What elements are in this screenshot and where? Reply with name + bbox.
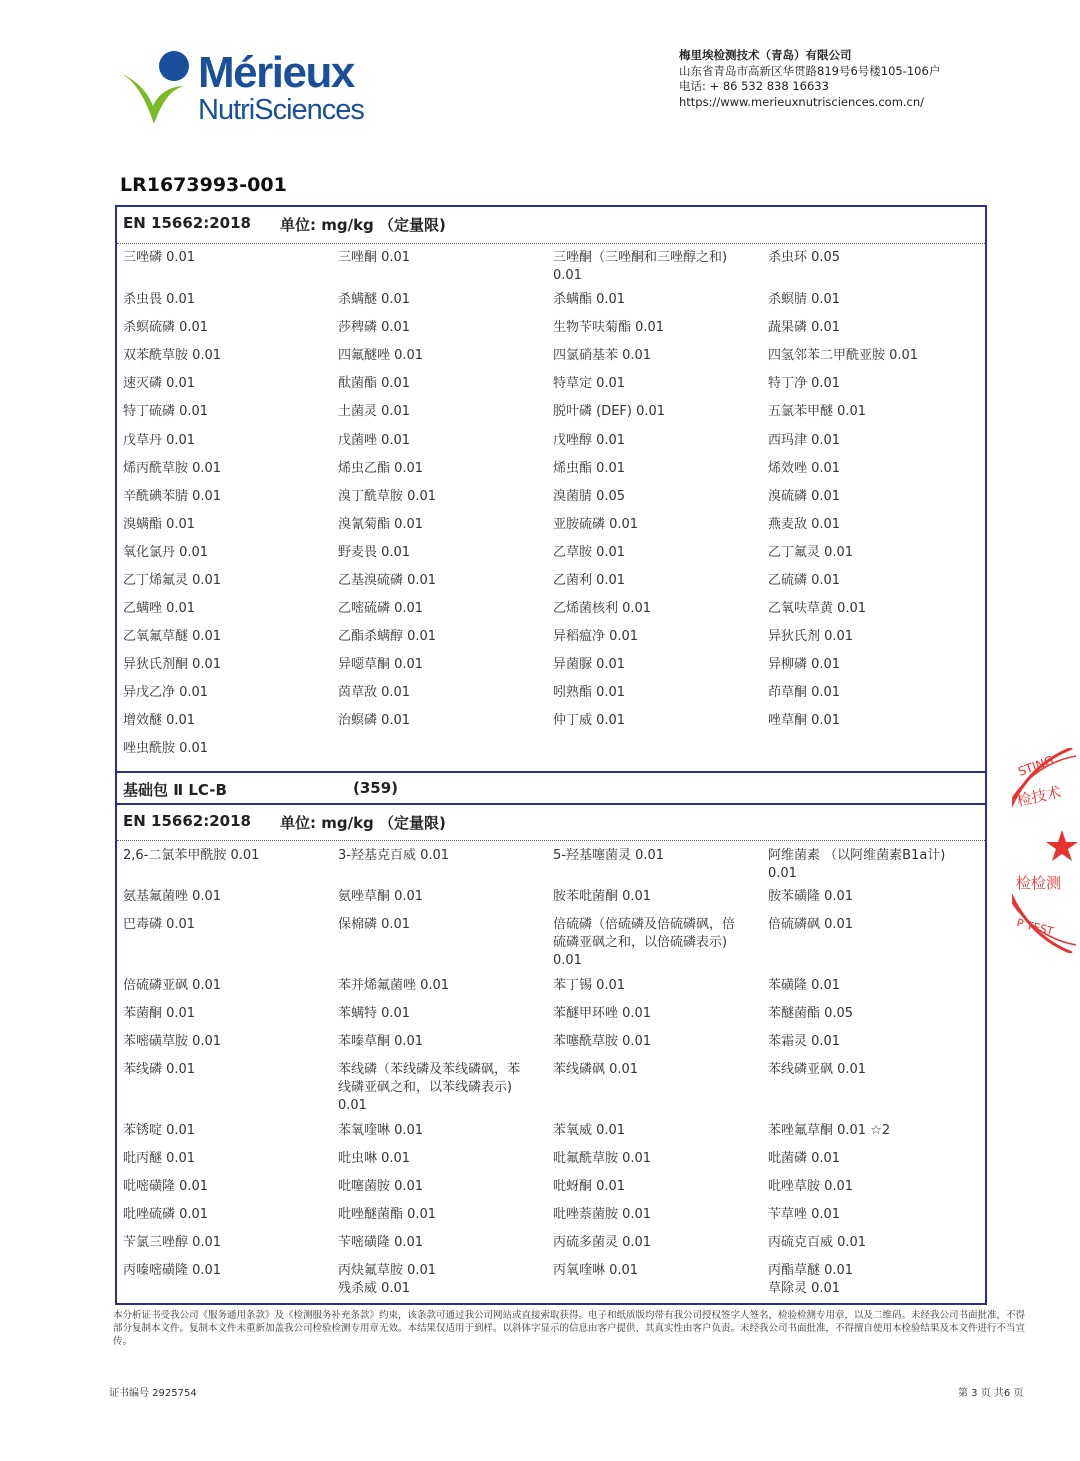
- table-row: [123, 1146, 983, 1174]
- analyte-cell: 仲丁威 0.01: [553, 713, 626, 728]
- analyte-cell: 乙烯菌核利 0.01: [553, 601, 652, 616]
- analyte-cell: 5-羟基噻菌灵 0.01: [553, 848, 665, 863]
- analyte-cell: 苯锈啶 0.01: [123, 1123, 196, 1138]
- analyte-cell: 苯螨特 0.01: [338, 1006, 411, 1021]
- analyte-cell: 苯线磷砜 0.01: [553, 1062, 639, 1077]
- table-row: [123, 540, 983, 568]
- analyte-cell: 苯醚菌酯 0.05: [768, 1006, 854, 1021]
- analyte-cell: 苯并烯氟菌唑 0.01: [338, 978, 450, 993]
- section2-header: [117, 805, 985, 837]
- analyte-cell: 生物苄呋菊酯 0.01: [553, 320, 665, 335]
- analyte-cell: 茵草敌 0.01: [338, 685, 411, 700]
- analyte-cell: 特草定 0.01: [553, 376, 626, 391]
- analyte-cell: 溴氰菊酯 0.01: [338, 517, 424, 532]
- analyte-cell: 杀螨醚 0.01: [338, 292, 411, 307]
- section2-unit: 单位: mg/kg （定量限): [280, 814, 446, 832]
- section2-standard: EN 15662:2018: [123, 812, 251, 830]
- analyte-cell: 阿维菌素 （以阿维菌素B1a计) 0.01: [768, 848, 946, 881]
- analyte-cell: 苯菌酮 0.01: [123, 1006, 196, 1021]
- analyte-cell: 苯霜灵 0.01: [768, 1034, 841, 1049]
- section1-header: [117, 207, 985, 239]
- analyte-cell: 杀螟硫磷 0.01: [123, 320, 209, 335]
- analyte-cell: 乙螨唑 0.01: [123, 601, 196, 616]
- analyte-cell: 吡唑硫磷 0.01: [123, 1207, 209, 1222]
- analyte-cell: 唑虫酰胺 0.01: [123, 741, 209, 756]
- analyte-cell: 特丁硫磷 0.01: [123, 404, 209, 419]
- analyte-cell: [553, 736, 768, 764]
- analyte-cell: 吡菌磷 0.01: [768, 1151, 841, 1166]
- analyte-cell: 氨唑草酮 0.01: [338, 889, 424, 904]
- analyte-cell: 丙炔氟草胺 0.01 残杀威 0.01: [338, 1263, 437, 1296]
- analyte-cell: 胺苯吡菌酮 0.01: [553, 889, 652, 904]
- table-row: [123, 1174, 983, 1202]
- analyte-cell: 异噁草酮 0.01: [338, 657, 424, 672]
- package-header: [117, 773, 985, 803]
- analyte-cell: 倍硫磷亚砜 0.01: [123, 978, 222, 993]
- company-website[interactable]: https://www.merieuxnutrisciences.com.cn/: [679, 94, 925, 109]
- table-row: [123, 1202, 983, 1230]
- analyte-cell: 苄氯三唑醇 0.01: [123, 1235, 222, 1250]
- analyte-cell: 氨基氟菌唑 0.01: [123, 889, 222, 904]
- analyte-cell: 烯丙酰草胺 0.01: [123, 461, 222, 476]
- analyte-cell: 吡唑草胺 0.01: [768, 1179, 854, 1194]
- analyte-cell: 四氢邻苯二甲酰亚胺 0.01: [768, 348, 919, 363]
- analyte-cell: 烯虫乙酯 0.01: [338, 461, 424, 476]
- analyte-cell: 戊唑醇 0.01: [553, 433, 626, 448]
- table-row: [123, 1001, 983, 1029]
- analyte-cell: 苯嘧磺草胺 0.01: [123, 1034, 222, 1049]
- analyte-cell: 三唑酮 0.01: [338, 250, 411, 265]
- analyte-cell: 异柳磷 0.01: [768, 657, 841, 672]
- section1-unit: 单位: mg/kg （定量限): [280, 216, 446, 234]
- analyte-cell: 唑草酮 0.01: [768, 713, 841, 728]
- analyte-cell: 苯醚甲环唑 0.01: [553, 1006, 652, 1021]
- analyte-cell: 双苯酰草胺 0.01: [123, 348, 222, 363]
- stamp-text-4: P TEST: [1015, 916, 1055, 938]
- table-row: [123, 884, 983, 912]
- analyte-cell: 苯线磷亚砜 0.01: [768, 1062, 867, 1077]
- analyte-cell: 异狄氏剂 0.01: [768, 629, 854, 644]
- analyte-cell: 溴丁酰草胺 0.01: [338, 489, 437, 504]
- table-row: [123, 1230, 983, 1258]
- analyte-cell: 乙氧呋草黄 0.01: [768, 601, 867, 616]
- analyte-cell: 乙丁氟灵 0.01: [768, 545, 854, 560]
- analyte-cell: 苄草唑 0.01: [768, 1207, 841, 1222]
- table-row: [123, 843, 983, 884]
- logo-mark-icon: [118, 42, 193, 137]
- analyte-cell: 异狄氏剂酮 0.01: [123, 657, 222, 672]
- analyte-cell: 溴菌腈 0.05: [553, 489, 626, 504]
- analyte-cell: 胺苯磺隆 0.01: [768, 889, 854, 904]
- analyte-cell: 苄嘧磺隆 0.01: [338, 1235, 424, 1250]
- analyte-cell: 速灭磷 0.01: [123, 376, 196, 391]
- logo-line1: Mérieux: [198, 48, 354, 97]
- analyte-cell: 倍硫磷砜 0.01: [768, 917, 854, 932]
- analyte-cell: 杀螟腈 0.01: [768, 292, 841, 307]
- analyte-cell: 乙丁烯氟灵 0.01: [123, 573, 222, 588]
- analyte-cell: 丙嗪嘧磺隆 0.01: [123, 1263, 222, 1278]
- stamp-text-3: 检检测: [1016, 874, 1062, 892]
- table-row: [123, 428, 983, 456]
- analyte-cell: 苯噻酰草胺 0.01: [553, 1034, 652, 1049]
- stamp-text-1: STING: [1016, 753, 1056, 779]
- analyte-cell: 治螟磷 0.01: [338, 713, 411, 728]
- analyte-cell: 四氟醚唑 0.01: [338, 348, 424, 363]
- table-row: [123, 484, 983, 512]
- page-number: 第 3 页 共6 页: [958, 1388, 1024, 1399]
- analyte-cell: 烯虫酯 0.01: [553, 461, 626, 476]
- analyte-cell: 乙嘧硫磷 0.01: [338, 601, 424, 616]
- analyte-cell: 吡虫啉 0.01: [338, 1151, 411, 1166]
- package-name: 基础包 Ⅱ LC-B: [123, 781, 227, 799]
- company-logo: [118, 42, 388, 137]
- table-row: [123, 315, 983, 343]
- analyte-cell: 西玛津 0.01: [768, 433, 841, 448]
- table-row: [123, 1258, 983, 1298]
- section1-grid: [123, 245, 983, 764]
- table-row: [123, 708, 983, 736]
- analyte-cell: 吡唑醚菌酯 0.01: [338, 1207, 437, 1222]
- table-row: [123, 1118, 983, 1146]
- table-row: [123, 245, 983, 287]
- divider-dotted: [117, 840, 985, 841]
- analyte-cell: 苯嗪草酮 0.01: [338, 1034, 424, 1049]
- analyte-cell: 三唑磷 0.01: [123, 250, 196, 265]
- table-row: [123, 973, 983, 1001]
- analyte-cell: 苯线磷（苯线磷及苯线磷砜，苯 线磷亚砜之和，以苯线磷表示) 0.01: [338, 1062, 521, 1113]
- table-row: [123, 596, 983, 624]
- company-phone: 电话: + 86 532 838 16633: [679, 79, 829, 93]
- analyte-cell: 吡唑萘菌胺 0.01: [553, 1207, 652, 1222]
- company-name: 梅里埃检测技术（青岛）有限公司: [679, 48, 852, 62]
- analyte-cell: 保棉磷 0.01: [338, 917, 411, 932]
- analyte-cell: 脱叶磷 (DEF) 0.01: [553, 404, 666, 419]
- package-count: (359): [353, 779, 399, 797]
- table-row: [123, 624, 983, 652]
- analyte-cell: 增效醚 0.01: [123, 713, 196, 728]
- table-row: [123, 736, 983, 764]
- stamp-text-2: 检技术: [1015, 782, 1063, 810]
- table-row: [123, 456, 983, 484]
- table-row: [123, 1029, 983, 1057]
- table-row: [123, 652, 983, 680]
- analyte-cell: 亚胺硫磷 0.01: [553, 517, 639, 532]
- analyte-cell: 异稻瘟净 0.01: [553, 629, 639, 644]
- section1-standard: EN 15662:2018: [123, 214, 251, 232]
- analyte-cell: 特丁净 0.01: [768, 376, 841, 391]
- analyte-cell: 戊菌唑 0.01: [338, 433, 411, 448]
- analyte-cell: 丙硫多菌灵 0.01: [553, 1235, 652, 1250]
- analyte-cell: 吡噻菌胺 0.01: [338, 1179, 424, 1194]
- logo-line2: NutriSciences: [198, 94, 364, 126]
- divider-dotted: [117, 243, 985, 244]
- table-row: [123, 680, 983, 708]
- analyte-cell: 异戊乙净 0.01: [123, 685, 209, 700]
- analyte-cell: 三唑酮（三唑酮和三唑醇之和) 0.01: [553, 250, 728, 283]
- analyte-cell: 苯氧威 0.01: [553, 1123, 626, 1138]
- analyte-cell: 乙硫磷 0.01: [768, 573, 841, 588]
- report-number: LR1673993-001: [120, 174, 287, 196]
- analyte-cell: 3-羟基克百威 0.01: [338, 848, 450, 863]
- analyte-cell: [768, 736, 983, 764]
- analyte-cell: 杀虫环 0.05: [768, 250, 841, 265]
- company-info: [679, 48, 940, 110]
- analyte-cell: 巴毒磷 0.01: [123, 917, 196, 932]
- analyte-cell: 蔬果磷 0.01: [768, 320, 841, 335]
- table-row: [123, 1057, 983, 1118]
- analyte-cell: 2,6-二氯苯甲酰胺 0.01: [123, 848, 260, 863]
- analyte-cell: 茚草酮 0.01: [768, 685, 841, 700]
- analyte-cell: 酞菌酯 0.01: [338, 376, 411, 391]
- analyte-cell: 野麦畏 0.01: [338, 545, 411, 560]
- analyte-cell: 烯效唑 0.01: [768, 461, 841, 476]
- analyte-cell: 杀螨酯 0.01: [553, 292, 626, 307]
- analyte-cell: 乙菌利 0.01: [553, 573, 626, 588]
- analyte-cell: 莎稗磷 0.01: [338, 320, 411, 335]
- analyte-cell: 乙草胺 0.01: [553, 545, 626, 560]
- analyte-cell: 丙氧喹啉 0.01: [553, 1263, 639, 1278]
- analyte-cell: 丙硫克百威 0.01: [768, 1235, 867, 1250]
- analyte-cell: 溴硫磷 0.01: [768, 489, 841, 504]
- analyte-cell: 乙酯杀螨醇 0.01: [338, 629, 437, 644]
- analyte-cell: 吡氟酰草胺 0.01: [553, 1151, 652, 1166]
- analyte-cell: 戊草丹 0.01: [123, 433, 196, 448]
- disclaimer-note: 本分析证书受我公司《服务通用条款》及《检测服务补充条款》约束，该条款可通过我公司网站或直接索取获得。电子和纸质版均带有我公司授权签字人签名，检验检测专用章，以及二维码。未经我公司书面批准，不得部分复制本文件。复制本文件未重新加盖我公司检验检测专用章无效。本结果仅适用于到样。以斜体字显示的信息由客户提供，其真实性由客户负责。未经我公司书面批准，不得擅自使用本检验结果及本文件进行不当宣传。: [113, 1310, 1026, 1347]
- analyte-cell: 吡嘧磺隆 0.01: [123, 1179, 209, 1194]
- section2-grid: [123, 843, 983, 1298]
- analyte-cell: 五氯苯甲醚 0.01: [768, 404, 867, 419]
- table-row: [123, 912, 983, 973]
- analyte-cell: 辛酰碘苯腈 0.01: [123, 489, 222, 504]
- results-table: [115, 205, 987, 1305]
- table-row: [123, 371, 983, 399]
- analyte-cell: 异菌脲 0.01: [553, 657, 626, 672]
- analyte-cell: 吡蚜酮 0.01: [553, 1179, 626, 1194]
- table-row: [123, 399, 983, 428]
- analyte-cell: 苯线磷 0.01: [123, 1062, 196, 1077]
- red-seal-stamp-icon: [1012, 748, 1080, 953]
- analyte-cell: 倍硫磷（倍硫磷及倍硫磷砜，倍 硫磷亚砜之和，以倍硫磷表示) 0.01: [553, 917, 736, 968]
- certificate-number: 证书编号 2925754: [109, 1388, 197, 1399]
- company-address: 山东省青岛市高新区华贯路819号6号楼105-106户: [679, 63, 941, 78]
- analyte-cell: 四氯硝基苯 0.01: [553, 348, 652, 363]
- analyte-cell: 丙酯草醚 0.01 草除灵 0.01: [768, 1263, 854, 1296]
- analyte-cell: 苯唑氟草酮 0.01 ☆2: [768, 1123, 891, 1138]
- analyte-cell: 杀虫畏 0.01: [123, 292, 196, 307]
- analyte-cell: 乙氧氟草醚 0.01: [123, 629, 222, 644]
- analyte-cell: 吡丙醚 0.01: [123, 1151, 196, 1166]
- analyte-cell: 吲熟酯 0.01: [553, 685, 626, 700]
- table-row: [123, 343, 983, 371]
- table-row: [123, 287, 983, 315]
- table-row: [123, 512, 983, 540]
- table-row: [123, 568, 983, 596]
- analyte-cell: 苯氧喹啉 0.01: [338, 1123, 424, 1138]
- analyte-cell: [338, 736, 553, 764]
- analyte-cell: 氧化氯丹 0.01: [123, 545, 209, 560]
- analyte-cell: 溴螨酯 0.01: [123, 517, 196, 532]
- analyte-cell: 燕麦敌 0.01: [768, 517, 841, 532]
- analyte-cell: 苯磺隆 0.01: [768, 978, 841, 993]
- analyte-cell: 土菌灵 0.01: [338, 404, 411, 419]
- analyte-cell: 乙基溴硫磷 0.01: [338, 573, 437, 588]
- analyte-cell: 苯丁锡 0.01: [553, 978, 626, 993]
